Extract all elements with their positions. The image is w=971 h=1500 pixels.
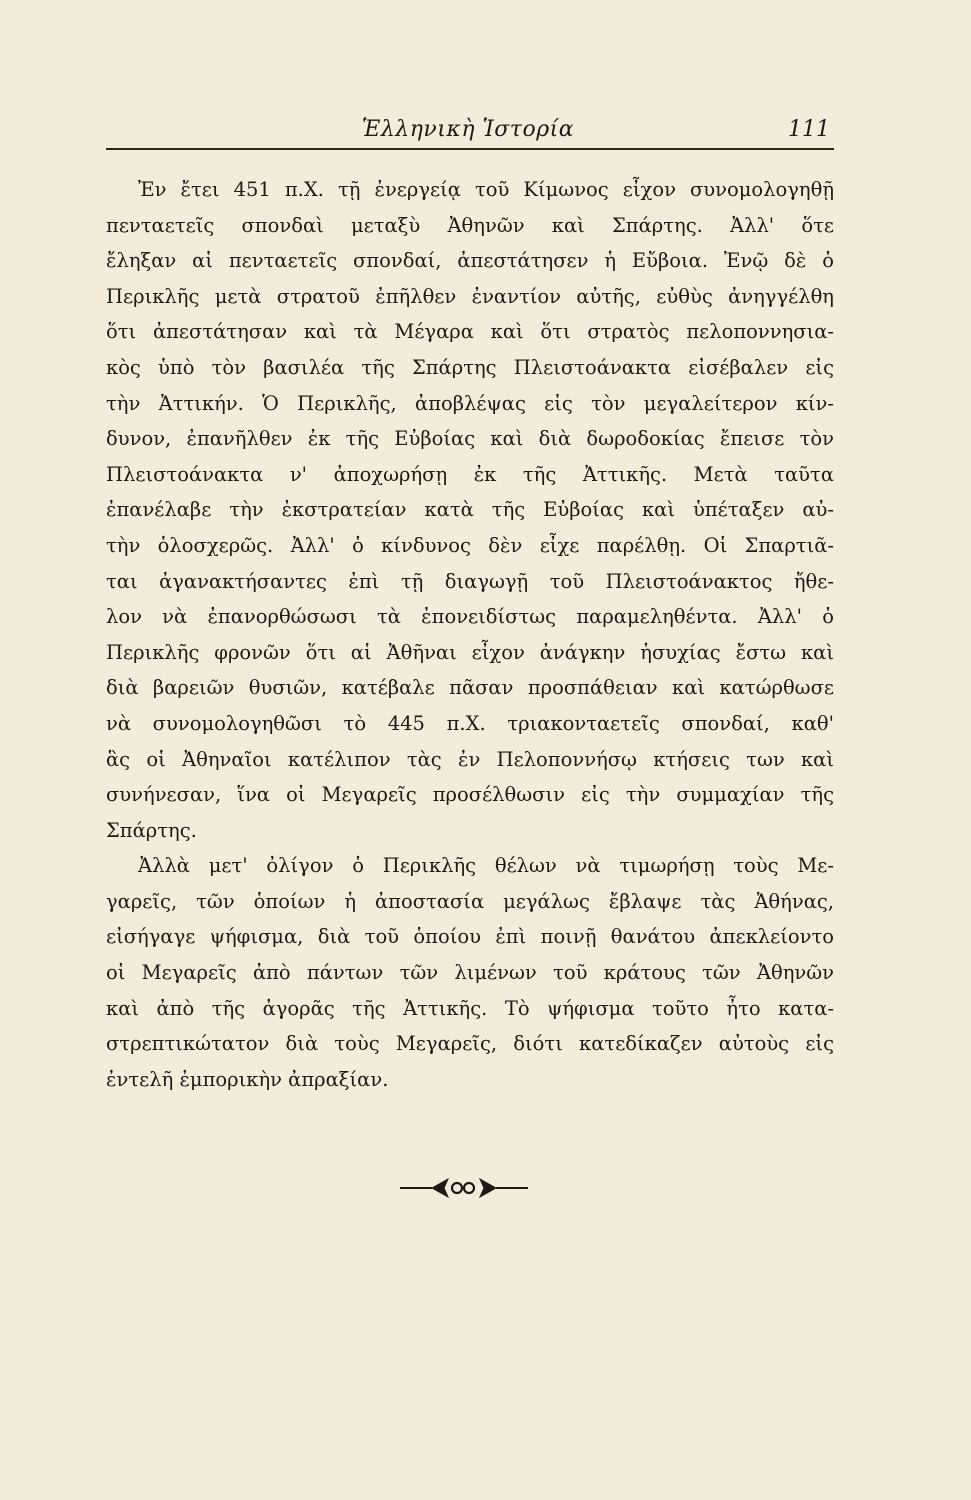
text-line: λον νὰ ἐπανορθώσωσι τὰ ἐπονειδίστως παραμεληθέντα. Ἀλλ' ὁ bbox=[106, 605, 834, 629]
text-line: Πλειστοάνακτα ν' ἀποχωρήσῃ ἐκ τῆς Ἀττικῆς. Μετὰ ταῦτα bbox=[106, 462, 834, 486]
text-line: κὸς ὑπὸ τὸν βασιλέα τῆς Σπάρτης Πλειστοάνακτα εἰσέβαλεν εἰς bbox=[106, 355, 834, 379]
text-line: ἃς οἱ Ἀθηναῖοι κατέλιπον τὰς ἐν Πελοποννήσῳ κτήσεις των καὶ bbox=[106, 747, 834, 771]
text-line: δυνον, ἐπανῆλθεν ἐκ τῆς Εὐβοίας καὶ διὰ δωροδοκίας ἔπεισε τὸν bbox=[106, 427, 834, 451]
text-line: Περικλῆς μετὰ στρατοῦ ἐπῆλθεν ἐναντίον αὐτῆς, εὐθὺς ἀνηγγέλθη bbox=[106, 284, 834, 308]
text-line: οἱ Μεγαρεῖς ἀπὸ πάντων τῶν λιμένων τοῦ κράτους τῶν Ἀθηνῶν bbox=[106, 961, 834, 985]
text-line: Ἀλλὰ μετ' ὀλίγον ὁ Περικλῆς θέλων νὰ τιμωρήσῃ τοὺς Με- bbox=[138, 854, 834, 878]
text-line: νὰ συνομολογηθῶσι τὸ 445 π.Χ. τριακονταετεῖς σπονδαί, καθ' bbox=[106, 711, 834, 735]
text-line: ἔληξαν αἱ πενταετεῖς σπονδαί, ἀπεστάτησεν ἡ Εὔβοια. Ἐνῷ δὲ ὁ bbox=[106, 249, 834, 273]
text-line: πενταετεῖς σπονδαὶ μεταξὺ Ἀθηνῶν καὶ Σπάρτης. Ἀλλ' ὅτε bbox=[106, 213, 834, 237]
text-line: ἐντελῆ ἐμπορικὴν ἀπραξίαν. bbox=[106, 1067, 389, 1091]
tailpiece-ornament-icon bbox=[398, 1168, 530, 1208]
text-line: γαρεῖς, τῶν ὁποίων ἡ ἀποστασία μεγάλως ἔβλαψε τὰς Ἀθήνας, bbox=[106, 889, 834, 913]
header-rule bbox=[106, 148, 834, 150]
text-line: Περικλῆς φρονῶν ὅτι αἱ Ἀθῆναι εἶχον ἀνάγκην ἡσυχίας ἔστω καὶ bbox=[106, 640, 834, 664]
text-line: καὶ ἀπὸ τῆς ἀγορᾶς τῆς Ἀττικῆς. Τὸ ψήφισμα τοῦτο ἦτο κατα- bbox=[106, 996, 834, 1020]
text-line: Σπάρτης. bbox=[106, 818, 197, 842]
body-text bbox=[106, 172, 834, 1097]
text-line: ται ἀγανακτήσαντες ἐπὶ τῇ διαγωγῇ τοῦ Πλειστοάνακτος ἤθε- bbox=[106, 569, 834, 593]
text-line: διὰ βαρειῶν θυσιῶν, κατέβαλε πᾶσαν προσπάθειαν καὶ κατώρθωσε bbox=[106, 676, 834, 700]
page-header bbox=[106, 116, 830, 144]
text-line: ὅτι ἀπεστάτησαν καὶ τὰ Μέγαρα καὶ ὅτι στρατὸς πελοποννησια- bbox=[106, 320, 834, 344]
text-line: τὴν ὁλοσχερῶς. Ἀλλ' ὁ κίνδυνος δὲν εἶχε παρέλθῃ. Οἱ Σπαρτιᾶ- bbox=[106, 533, 834, 557]
text-line: συνήνεσαν, ἵνα οἱ Μεγαρεῖς προσέλθωσιν εἰς τὴν συμμαχίαν τῆς bbox=[106, 783, 834, 807]
running-title: Ἑλληνικὴ Ἱστορία bbox=[361, 117, 575, 142]
text-line: στρεπτικώτατον διὰ τοὺς Μεγαρεῖς, διότι κατεδίκαζεν αὐτοὺς εἰς bbox=[106, 1032, 834, 1056]
text-line: εἰσήγαγε ψήφισμα, διὰ τοῦ ὁποίου ἐπὶ ποινῇ θανάτου ἀπεκλείοντο bbox=[106, 925, 834, 949]
text-line: τὴν Ἀττικήν. Ὁ Περικλῆς, ἀποβλέψας εἰς τὸν μεγαλείτερον κίν- bbox=[106, 391, 834, 415]
text-line: Ἐν ἔτει 451 π.Χ. τῇ ἐνεργείᾳ τοῦ Κίμωνος εἶχον συνομολογηθῇ bbox=[138, 178, 834, 201]
text-line: ἐπανέλαβε τὴν ἐκστρατείαν κατὰ τῆς Εὐβοίας καὶ ὑπέταξεν αὐ- bbox=[106, 498, 834, 522]
page-number: 111 bbox=[788, 117, 830, 142]
